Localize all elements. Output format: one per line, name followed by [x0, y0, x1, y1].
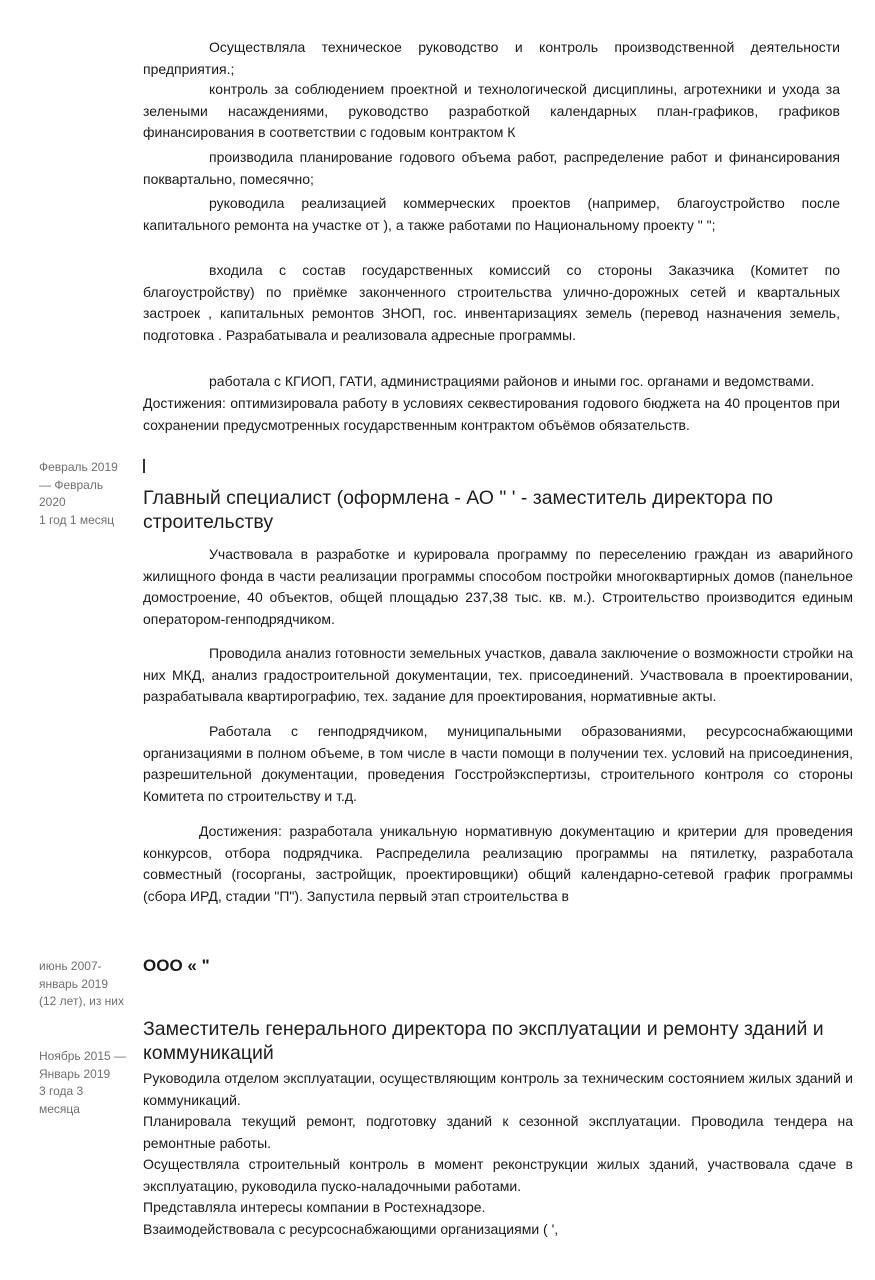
job-date-column — [39, 1048, 127, 1118]
job-title: Главный специалист (оформлена - АО " ' - заместитель директора по строительству — [143, 487, 774, 533]
duty-line: Осуществляла строительный контроль в момент реконструкции жилых зданий, участвовала сдаче в эксплуатацию, руководила пуско-наладочными работами. — [143, 1156, 853, 1194]
company-name: ООО « " — [143, 956, 210, 975]
duties-paragraph: производила планирование годового объема работ, распределение работ и финансирования поквартально, помесячно; — [143, 149, 840, 187]
duties-paragraph: Осуществляла техническое руководство и контроль производственной деятельности предприятия.; — [143, 39, 840, 77]
duties-paragraph: входила с состав государственных комиссий со стороны Заказчика (Комитет по благоустройству) по приёмке законченного строительства улично-дорожных сетей и квартальных застроек , капитальных ремонтов ЗНОП, гос. инвентаризациях земель (перевод назначения земель, подготовка . Разрабатывала и реализовала адресные программы. — [143, 262, 840, 343]
duty-line: Руководила отделом эксплуатации, осуществляющим контроль за техническим состоянием жилых зданий и коммуникаций. — [143, 1070, 853, 1108]
duties-list — [143, 1068, 853, 1240]
achievements-paragraph: Достижения: оптимизировала работу в условиях секвестирования годового бюджета на 40 процентов при сохранении предусмотренных государственным контрактом объёмов обязательств. — [143, 395, 840, 433]
job-date-column — [39, 459, 127, 529]
duties-paragraph: руководила реализацией коммерческих проектов (например, благоустройство после капитального ремонта на участке от ), а также работами по Национальному проекту " "; — [143, 195, 840, 233]
job-date-range: Февраль 2019 — Февраль 2020 — [39, 460, 118, 509]
duties-paragraph: Работала с генподрядчиком, муниципальными образованиями, ресурсоснабжающими организациями в полном объеме, в том числе в части помощи в получении тех. условий на присоединения, разрешительной документации, проведения Госстройэкспертизы, строительного контроля со стороны Комитета по строительству и т.д. — [143, 723, 853, 804]
achievements-paragraph: Достижения: разработала уникальную нормативную документацию и критерии для проведения конкурсов, отбора подрядчика. Распределила реализацию программы на пятилетку, разработала совместный (госорганы, застройщик, проектировщики) общий календарно-сетевой график программы (сбора ИРД, стадии "П"). Запустила первый этап строительства в — [143, 823, 853, 904]
job-title: Заместитель генерального директора по эксплуатации и ремонту зданий и коммуникаций — [143, 1018, 824, 1064]
job-date-range: Ноябрь 2015 — Январь 2019 — [39, 1049, 126, 1081]
duty-line: Представляла интересы компании в Ростехнадзоре. — [143, 1199, 486, 1215]
duty-line: Взаимодействовала с ресурсоснабжающими организациями ( ', — [143, 1220, 559, 1237]
duty-line: Планировала текущий ремонт, подготовку зданий к сезонной эксплуатации. Проводила тендера на ремонтные работы. — [143, 1113, 853, 1151]
job-duration: 1 год 1 месяц — [39, 512, 115, 527]
company-date-range: июнь 2007- январь 2019 (12 лет), из них — [39, 959, 124, 1008]
duties-paragraph: работала с КГИОП, ГАТИ, администрациями районов и иными гос. органами и ведомствами. — [209, 373, 815, 389]
text-cursor — [143, 459, 145, 473]
duties-paragraph: контроль за соблюдением проектной и технологической дисциплины, агротехники и ухода за зелеными насаждениями, руководство разработкой календарных план-графиков, графиков финансирования в соответствии с годовым контрактом К — [143, 81, 840, 140]
duties-paragraph: Проводила анализ готовности земельных участков, давала заключение о возможности стройки на них МКД, анализ градостроительной документации, тех. присоединений. Участвовала в проектировании, разрабатывала квартирографию, тех. задание для проектирования, нормативные акты. — [143, 645, 853, 704]
job-duration: 3 года 3 месяца — [39, 1084, 84, 1116]
duties-paragraph: Участвовала в разработке и курировала программу по переселению граждан из аварийного жилищного фонда в части реализации программы способом постройки многоквартирных домов (панельное домостроение, 40 объектов, общей площадью 237,38 тыс. кв. м.). Строительство производится единым оператором-генподрядчиком. — [143, 546, 853, 627]
